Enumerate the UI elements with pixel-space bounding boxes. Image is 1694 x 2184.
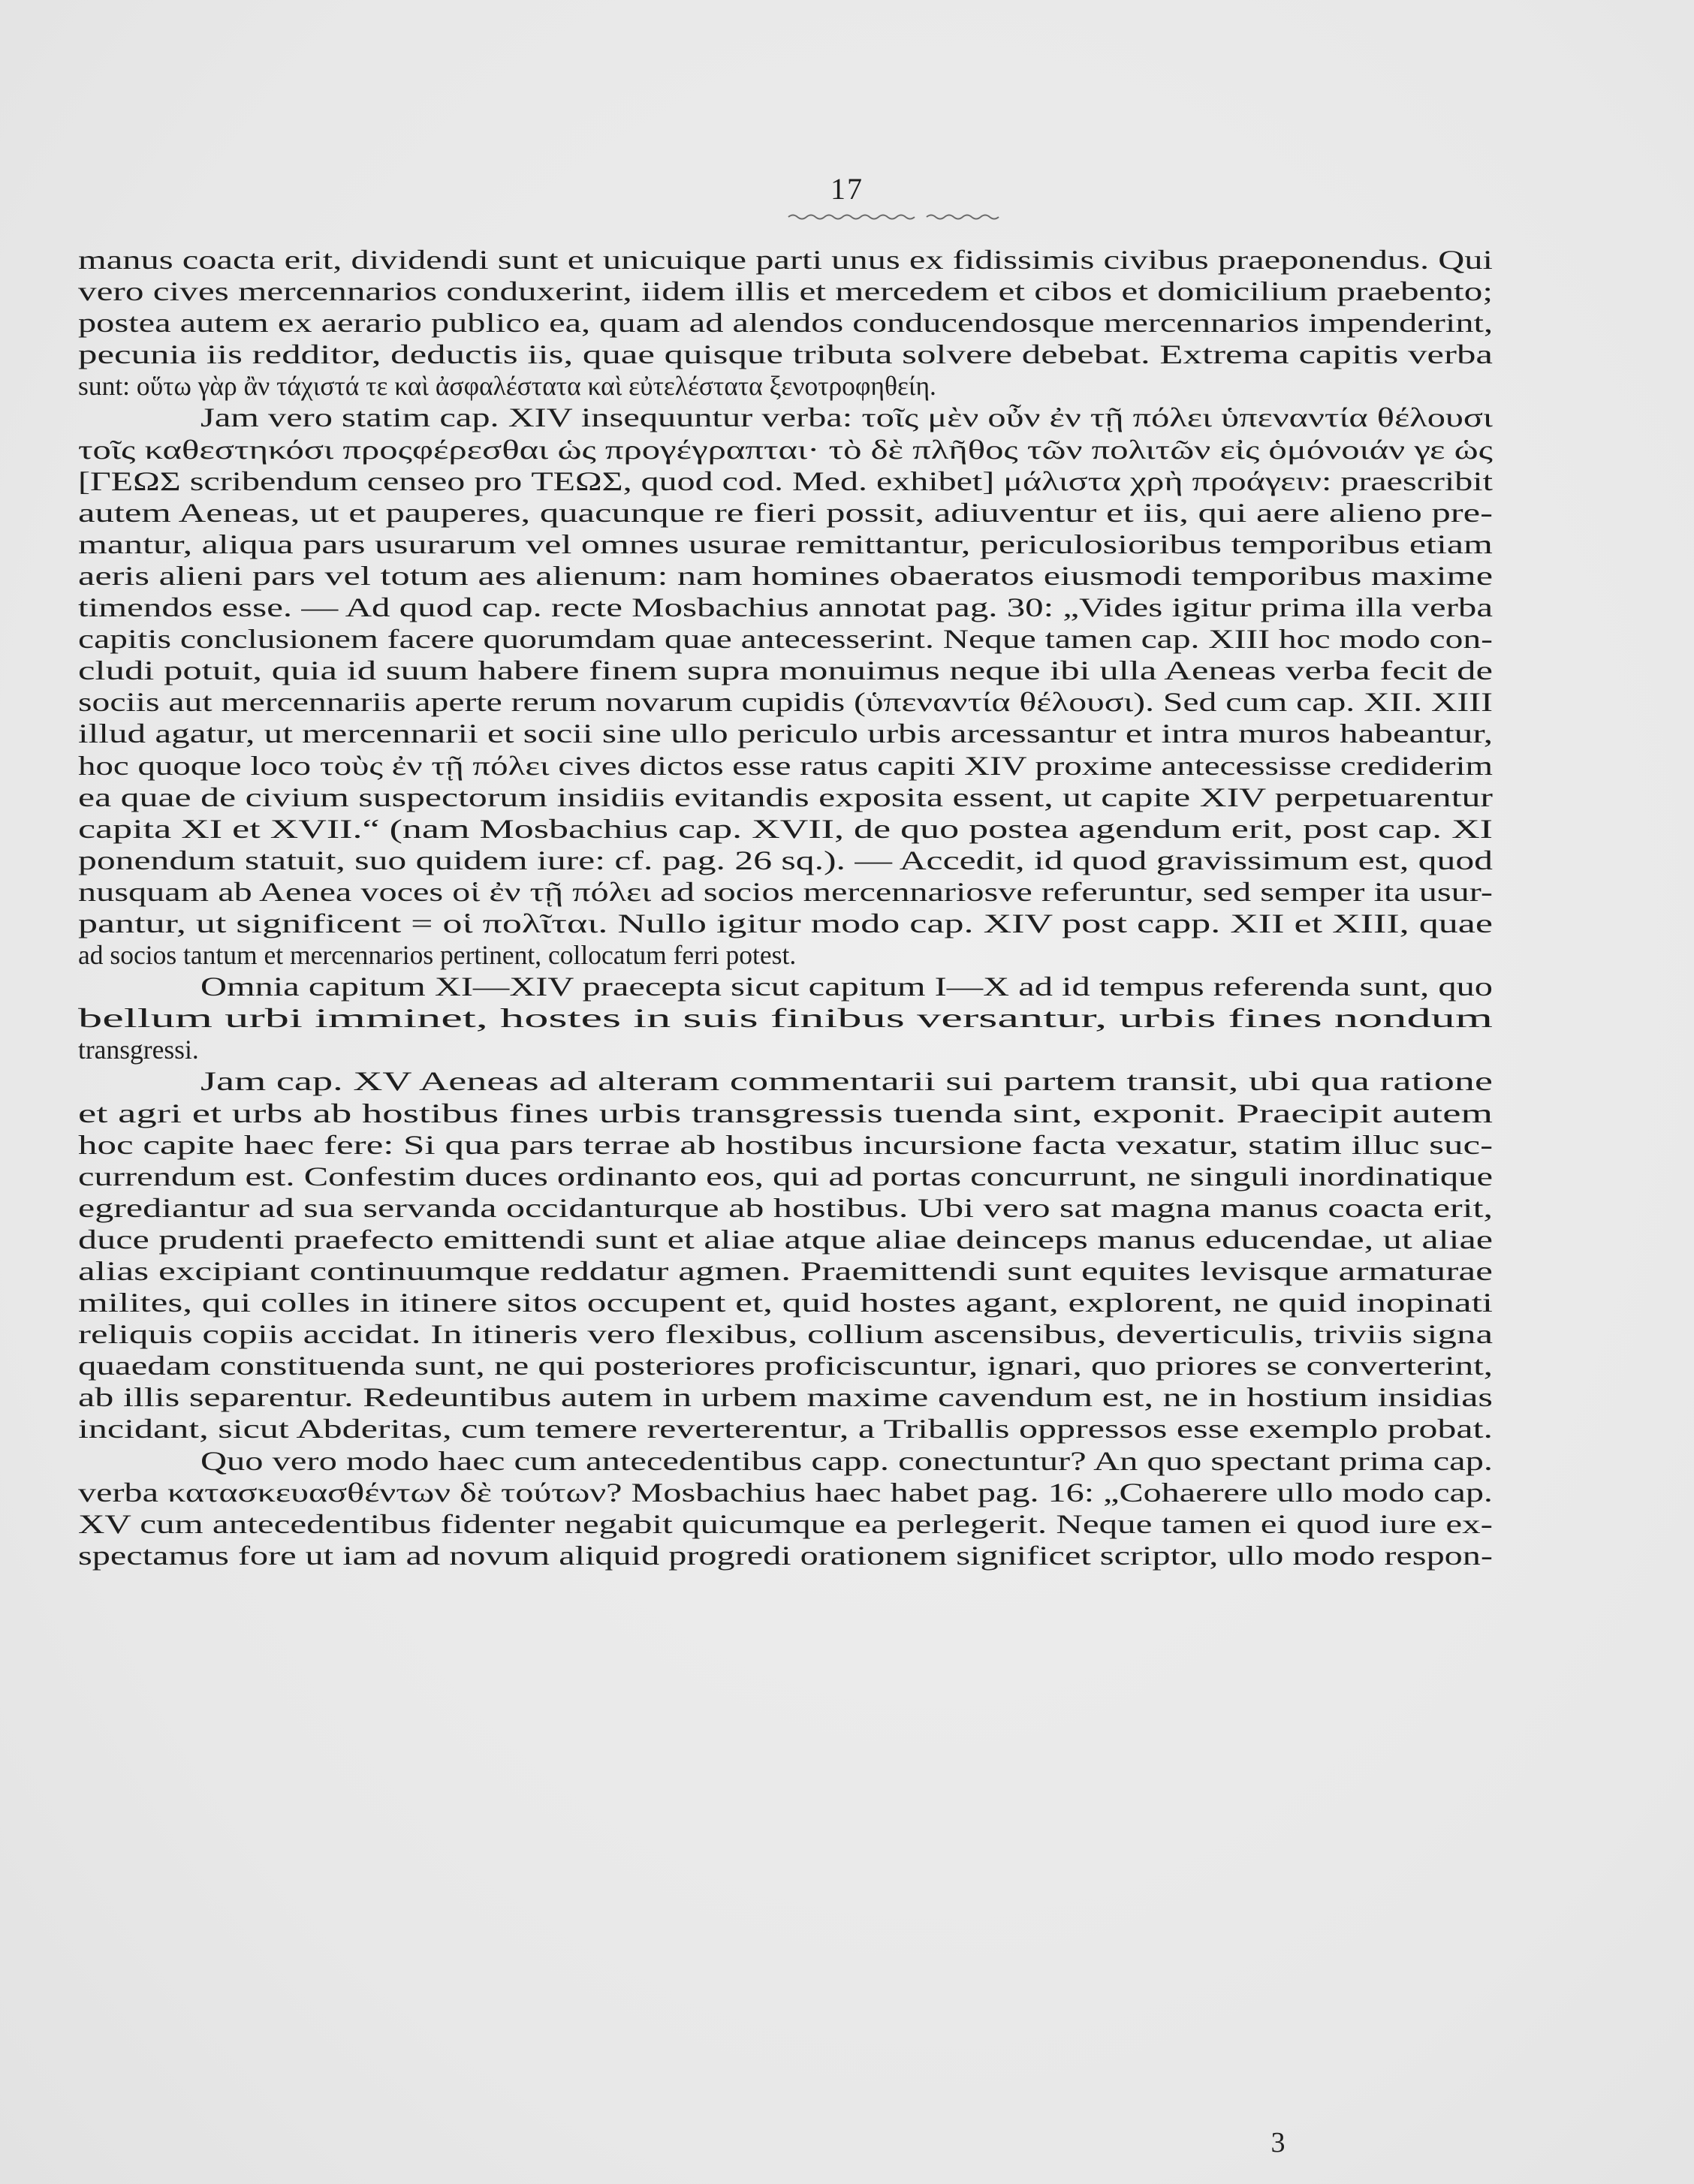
text-line <box>78 465 1493 497</box>
text-line-content: ponendum statuit, suo quidem iure: cf. pag. 26 sq.). — Accedit, id quod gravissimum est, quod <box>78 845 1493 875</box>
text-line-content: sunt: οὕτω γὰρ ἂν τάχιστά τε καὶ ἀσφαλέστατα καὶ εὐτελέστατα ξενοτροφηθείη. <box>78 371 936 402</box>
text-line <box>78 655 1493 686</box>
text-line <box>78 908 1493 939</box>
text-line-content: transgressi. <box>78 1035 199 1065</box>
text-line <box>78 592 1493 623</box>
text-line-content: cludi potuit, quia id suum habere finem supra monuimus neque ibi ulla Aeneas verba fecit de <box>78 655 1493 686</box>
text-line <box>78 1002 1493 1034</box>
text-line <box>78 1192 1493 1224</box>
text-line <box>78 1381 1493 1413</box>
text-line <box>78 845 1493 876</box>
text-line-content: timendos esse. — Ad quod cap. recte Mosbachius annotat pag. 30: „Vides igitur prima illa verba <box>78 592 1493 623</box>
text-line-content: sociis aut mercennariis aperte rerum novarum cupidis (ὑπεναντία θέλουσι). Sed cum cap. XII. XIII <box>78 687 1493 718</box>
text-line-content: bellum urbi imminet, hostes in suis finibus versantur, urbis fines nondum <box>78 1003 1493 1034</box>
text-line-content: currendum est. Confestim duces ordinanto eos, qui ad portas concurrunt, ne singuli inordinatique <box>78 1161 1493 1191</box>
text-line-content: duce prudenti praefecto emittendi sunt et aliae atque aliae deinceps manus educendae, ut aliae <box>78 1224 1493 1255</box>
text-line <box>78 339 1493 370</box>
text-line-content: hoc quoque loco τοὺς ἐν τῇ πόλει cives dictos esse ratus capiti XIV proxime antecessisse crediderim <box>78 750 1493 781</box>
text-line-content: autem Aeneas, ut et pauperes, quacunque re fieri possit, adiuventur et iis, qui aere alieno pre- <box>78 497 1493 528</box>
text-line-content: nusquam ab Aenea voces οἱ ἐν τῇ πόλει ad socios mercennariosve referuntur, sed semper ita usur- <box>78 876 1493 907</box>
text-line <box>78 1445 1493 1477</box>
text-line-content: pantur, ut significent = οἱ πολῖται. Nullo igitur modo cap. XIV post capp. XII et XIII, quae <box>78 908 1493 938</box>
text-line-content: spectamus fore ut iam ad novum aliquid progredi orationem significet scriptor, ullo modo respon- <box>78 1540 1493 1571</box>
text-line-content: pecunia iis redditor, deductis iis, quae quisque tributa solvere debebat. Extrema capitis verba <box>78 339 1493 370</box>
text-line <box>78 1034 1493 1065</box>
text-line <box>78 750 1493 782</box>
text-line <box>78 1287 1493 1318</box>
text-line <box>78 623 1493 655</box>
text-line-content: egrediantur ad sua servanda occidanturque ab hostibus. Ubi vero sat magna manus coacta erit, <box>78 1192 1493 1223</box>
text-line <box>78 307 1493 339</box>
text-line <box>78 1413 1493 1444</box>
text-line <box>78 1477 1493 1508</box>
text-line <box>78 276 1493 307</box>
text-line <box>78 876 1493 908</box>
text-line-content: et agri et urbs ab hostibus fines urbis transgressis tuenda sint, exponit. Praecipit autem <box>78 1098 1493 1128</box>
text-line-content: ad socios tantum et mercennarios pertinent, collocatum ferri potest. <box>78 940 797 971</box>
text-line-content: XV cum antecedentibus fidenter negabit quicumque ea perlegerit. Neque tamen ei quod iure ex- <box>78 1508 1493 1539</box>
signature-mark: 3 <box>1270 2127 1286 2158</box>
text-line <box>78 1318 1493 1350</box>
text-line <box>78 497 1493 529</box>
page-number-rule <box>787 212 1005 222</box>
text-line-content: verba κατασκευασθέντων δὲ τούτων? Mosbachius haec habet pag. 16: „Cohaerere ullo modo cap. <box>78 1477 1493 1508</box>
text-line-content: [ΓΕΩΣ scribendum censeo pro ΤΕΩΣ, quod cod. Med. exhibet] μάλιστα χρὴ προάγειν: praescribit <box>78 465 1493 496</box>
body-text <box>78 244 1493 1571</box>
text-line-content: incidant, sicut Abderitas, cum temere reverterentur, a Triballis oppressos esse exemplo probat. <box>78 1414 1493 1444</box>
text-line <box>78 1350 1493 1381</box>
text-line <box>78 1224 1493 1255</box>
page-number: 17 <box>830 172 864 206</box>
text-line <box>78 782 1493 813</box>
text-line <box>78 370 1493 402</box>
text-line <box>78 813 1493 845</box>
text-line-content: quaedam constituenda sunt, ne qui posteriores proficiscuntur, ignari, quo priores se converterint, <box>78 1351 1493 1381</box>
text-line <box>78 1540 1493 1571</box>
text-line <box>78 1098 1493 1129</box>
text-line-content: milites, qui colles in itinere sitos occupent et, quid hostes agant, explorent, ne quid inopinati <box>78 1288 1493 1318</box>
text-line <box>78 686 1493 718</box>
text-line-content: manus coacta erit, dividendi sunt et unicuique parti unus ex fidissimis civibus praeponendus. Qui <box>78 245 1493 275</box>
text-line <box>78 1065 1493 1097</box>
text-line-content: mantur, aliqua pars usurarum vel omnes usurae remittantur, periculosioribus temporibus etiam <box>78 529 1493 559</box>
text-line-content: hoc capite haec fere: Si qua pars terrae ab hostibus incursione facta vexatur, statim illuc suc- <box>78 1129 1493 1160</box>
text-line-content: Quo vero modo haec cum antecedentibus capp. conectuntur? An quo spectant prima cap. <box>200 1445 1493 1476</box>
text-line-content: ea quae de civium suspectorum insidiis evitandis exposita essent, ut capite XIV perpetuarentur <box>78 782 1493 812</box>
text-line-content: capitis conclusionem facere quorumdam quae antecesserint. Neque tamen cap. XIII hoc modo con- <box>78 624 1493 655</box>
text-line <box>78 244 1493 276</box>
text-line-content: aeris alieni pars vel totum aes alienum: nam homines obaeratos eiusmodi temporibus maxime <box>78 560 1493 591</box>
text-line-content: illud agatur, ut mercennarii et socii sine ullo periculo urbis arcessantur et intra muros habeantur, <box>78 718 1493 749</box>
text-line-content: postea autem ex aerario publico ea, quam ad alendos conducendosque mercennarios impenderint, <box>78 308 1493 339</box>
text-line <box>78 718 1493 749</box>
text-line-content: ab illis separentur. Redeuntibus autem in urbem maxime cavendum est, ne in hostium insidias <box>78 1382 1493 1413</box>
text-line <box>78 971 1493 1002</box>
text-line <box>78 434 1493 465</box>
text-line <box>78 402 1493 433</box>
text-line <box>78 560 1493 592</box>
text-line <box>78 1508 1493 1540</box>
text-line-content: Jam cap. XV Aeneas ad alteram commentarii sui partem transit, ubi qua ratione <box>200 1066 1493 1097</box>
text-line <box>78 1255 1493 1287</box>
text-line-content: reliquis copiis accidat. In itineris vero flexibus, collium ascensibus, deverticulis, triviis signa <box>78 1319 1493 1350</box>
text-line-content: τοῖς καθεστηκόσι προςφέρεσθαι ὡς προγέγραπται· τὸ δὲ πλῆθος τῶν πολιτῶν εἰς ὁμόνοιάν γε ὡς <box>78 434 1493 465</box>
text-line <box>78 1129 1493 1161</box>
text-line-content: alias excipiant continuumque reddatur agmen. Praemittendi sunt equites levisque armaturae <box>78 1256 1493 1286</box>
text-line <box>78 1161 1493 1192</box>
text-line-content: Omnia capitum XI—XIV praecepta sicut capitum I—X ad id tempus referenda sunt, quo <box>200 972 1493 1002</box>
text-line-content: vero cives mercennarios conduxerint, iidem illis et mercedem et cibos et domicilium praebento; <box>78 276 1493 307</box>
text-line-content: Jam vero statim cap. XIV insequuntur verba: τοῖς μὲν οὖν ἐν τῇ πόλει ὑπεναντία θέλουσι <box>200 402 1493 433</box>
text-line-content: capita XI et XVII.“ (nam Mosbachius cap. XVII, de quo postea agendum erit, post cap. XI <box>78 813 1493 844</box>
text-line <box>78 939 1493 971</box>
text-line <box>78 529 1493 560</box>
